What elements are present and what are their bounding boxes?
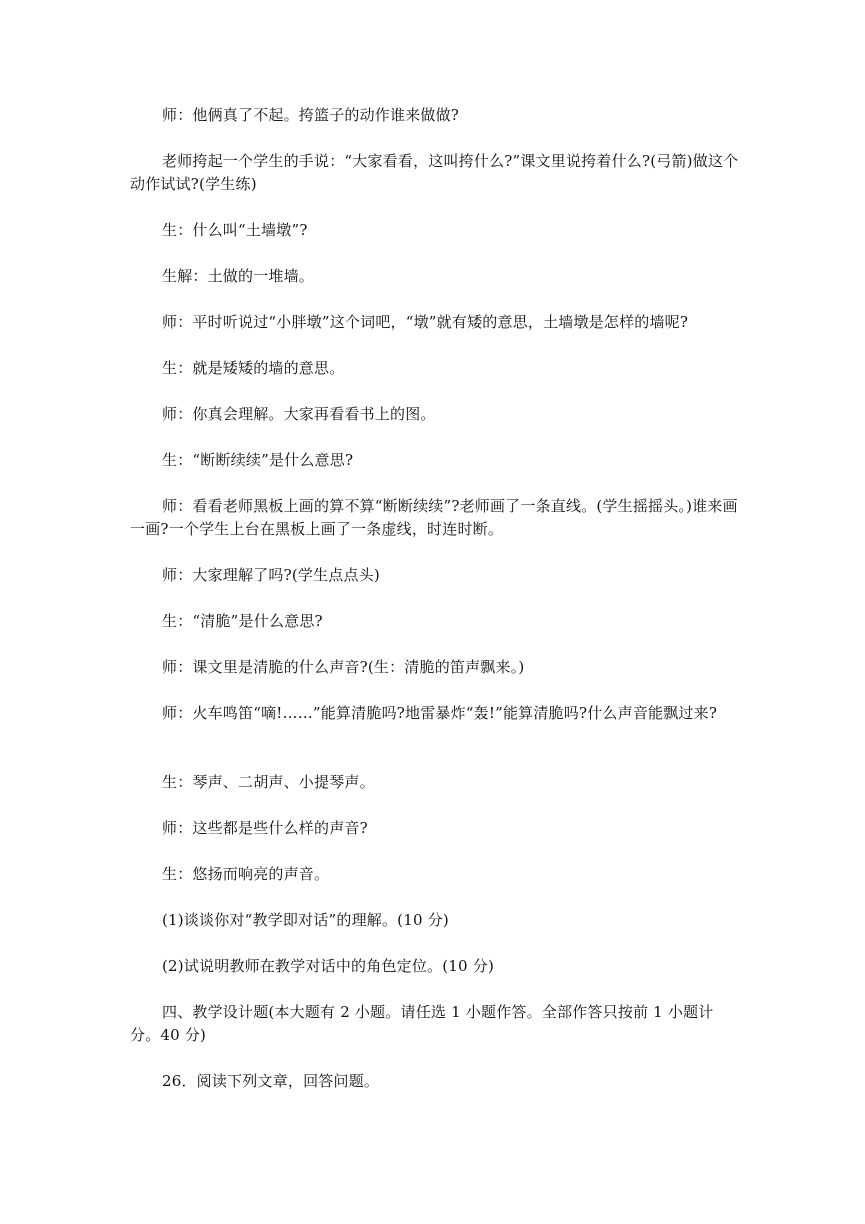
- paragraph-14: 生：琴声、二胡声、小提琴声。: [162, 773, 375, 791]
- paragraph-12: 师：课文里是清脆的什么声音?(生：清脆的笛声飘来。): [162, 658, 525, 676]
- paragraph-10: 师：大家理解了吗?(学生点点头): [162, 566, 380, 584]
- paragraph-19: 四、教学设计题(本大题有 2 小题。请任选 1 小题作答。全部作答只按前 1 小题计分。40 分): [130, 1003, 714, 1044]
- paragraph-4: 生解：土做的一堆墙。: [162, 267, 315, 285]
- paragraph-9: 师：看看老师黑板上画的算不算“断断续续”?老师画了一条直线。(学生摇摇头。)谁来画一画?一个学生上台在黑板上画了一条虚线，时连时断。: [130, 497, 738, 538]
- paragraph-13: 师：火车鸣笛“嘀!……”能算清脆吗?地雷暴炸“轰!”能算清脆吗?什么声音能飘过来?: [162, 704, 718, 722]
- paragraph-6: 生：就是矮矮的墙的意思。: [162, 359, 345, 377]
- paragraph-15: 师：这些都是些什么样的声音?: [162, 819, 368, 837]
- paragraph-8: 生：“断断续续”是什么意思?: [162, 451, 354, 469]
- paragraph-1: 师：他俩真了不起。挎篮子的动作谁来做做?: [162, 106, 460, 124]
- paragraph-16: 生：悠扬而响亮的声音。: [162, 865, 330, 883]
- paragraph-18: (2)试说明教师在教学对话中的角色定位。(10 分): [162, 957, 495, 975]
- paragraph-7: 师：你真会理解。大家再看看书上的图。: [162, 405, 436, 423]
- paragraph-5: 师：平时听说过“小胖墩”这个词吧，“墩”就有矮的意思，土墙墩是怎样的墙呢?: [162, 313, 689, 331]
- paragraph-20: 26．阅读下列文章，回答问题。: [162, 1072, 380, 1090]
- paragraph-3: 生：什么叫“土墙墩”?: [162, 221, 308, 239]
- paragraph-17: (1)谈谈你对“教学即对话”的理解。(10 分): [162, 911, 449, 929]
- paragraph-2: 老师挎起一个学生的手说：“大家看看，这叫挎什么?”课文里说挎着什么?(弓箭)做这个动作试试?(学生练): [130, 152, 739, 193]
- paragraph-11: 生：“清脆”是什么意思?: [162, 612, 323, 630]
